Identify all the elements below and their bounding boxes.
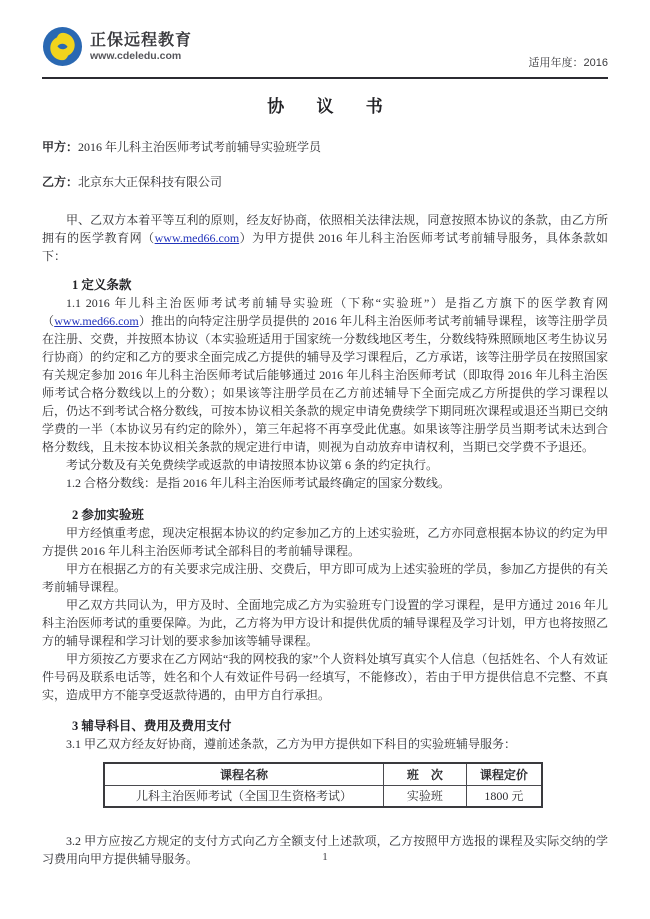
party-a-row (42, 138, 608, 156)
party-a-label: 甲方： (42, 140, 79, 154)
intro-text-after: ）为甲方提供 2016 年儿科主治医师考试考前辅导服务，具体条款如下： (42, 231, 608, 263)
brand-url: www.cdeledu.com (90, 49, 182, 62)
document-header (42, 0, 608, 75)
clause-2-paragraph-1: 甲方经慎重考虑，现决定根据本协议的约定参加乙方的上述实验班，乙方亦同意根据本协议的约定为甲方提供 2016 年儿科主治医师考试全部科目的考前辅导课程。 (42, 526, 608, 558)
brand-block (42, 26, 608, 67)
page-number: 1 (322, 851, 328, 863)
clause-3-2: 3.2 甲方应按乙方规定的支付方式向乙方全额支付上述款项，乙方按照甲方选报的课程及实际交纳的学习费用向甲方提供辅导服务。 (42, 834, 608, 866)
class-type-cell: 实验班 (384, 785, 467, 807)
party-b-label: 乙方： (42, 175, 79, 189)
course-table (103, 762, 543, 808)
section-2-heading: 2 参加实验班 (72, 508, 144, 522)
course-name-cell: 儿科主治医师考试（全国卫生资格考试） (104, 785, 384, 807)
intro-text-before: 甲、乙双方本着平等互利的原则，经友好协商，依照相关法律法规，同意按照本协议的条款，由乙方所拥有的医学教育网（ (42, 213, 608, 245)
clause-3-1: 3.1 甲乙双方经友好协商，遵前述条款，乙方为甲方提供如下科目的实验班辅导服务： (66, 737, 517, 751)
doc-title: 协 议 书 (267, 97, 397, 116)
clause-2-paragraph-2: 甲方在根据乙方的有关要求完成注册、交费后，甲方即可成为上述实验班的学员，参加乙方提供的有关考前辅导课程。 (42, 562, 608, 594)
course-table-row (104, 785, 542, 807)
party-b-value: 北京东大正保科技有限公司 (78, 175, 223, 189)
clause-2-paragraph-4: 甲方须按乙方要求在乙方网站“我的网校我的家”个人资料处填写真实个人信息（包括姓名、个人有效证件号码及联系电话等，姓名和个人有效证件号码一经填写，不能修改），若由于甲方提供信息不完整、不真实，造成甲方不能享受返款待遇的，由甲方自行承担。 (42, 652, 608, 702)
med66-link[interactable]: www.med66.com (154, 231, 240, 245)
party-b-row (42, 173, 608, 191)
party-a-value: 2016 年儿科主治医师考试考前辅导实验班学员 (78, 140, 322, 154)
course-price-cell: 1800 元 (466, 785, 542, 807)
header-rule (42, 77, 608, 79)
table-header-class-type: 班 次 (384, 763, 467, 785)
course-table-header-row (104, 763, 542, 785)
section-3-heading: 3 辅导科目、费用及费用支付 (72, 719, 232, 733)
intro-paragraph (42, 211, 608, 265)
zhengbao-swirl-logo-icon (42, 26, 83, 67)
clause-2-paragraph-3: 甲乙双方共同认为，甲方及时、全面地完成乙方为实验班专门设置的学习课程，是甲方通过 2016 年儿科主治医师考试的重要保障。为此，乙方将为甲方设计和提供优质的辅导课程及学习计划，甲方也将按照乙方的辅导课程和学习计划的要求参加该等辅导课程。 (42, 598, 608, 648)
table-header-course-name: 课程名称 (104, 763, 384, 785)
clause-1-1-after: ）推出的向特定注册学员提供的 2016 年儿科主治医师考试考前辅导课程，该等注册学员在注册、交费，并按照本协议（本实验班适用于国家统一分数线地区考生，分数线特殊照顾地区考生协议另行协商）的约定和乙方的要求全面完成乙方提供的辅导及学习课程后，乙方承诺，该等注册学员在按照国家有关规定参加 2016 年儿科主治医师考试后能够通过 2016 年儿科主治医师考试（即取得 2016 年儿科主治医师考试合格分数线以上的分数）；如果该等注册学员在乙方前述辅导下全面完成乙方所提供的学习课程以后，仍达不到考试合格分数线，可按本协议相关条款的规定申请免费续学下期同班次课程或退还当期已交纳学费的一半（本协议另有约定的除外），第三年起将不再享受此优惠。如果该等注册学员当期考试未达到合格分数线，且未按本协议相关条款的规定进行申请，则视为自动放弃申请权利，当期已交学费不予退还。 (42, 314, 608, 454)
brand-name: 正保远程教育 (90, 31, 193, 49)
clause-1-2: 1.2 合格分数线：是指 2016 年儿科主治医师考试最终确定的国家分数线。 (66, 476, 451, 490)
table-header-course-price: 课程定价 (466, 763, 542, 785)
section-1-heading: 1 定义条款 (72, 278, 132, 292)
clause-1-1 (42, 294, 608, 456)
applicable-year-label: 适用年度：2016 (528, 57, 608, 69)
clause-1-1-before: 1.1 2016 年儿科主治医师考试考前辅导实验班（下称“实验班”）是指乙方旗下的医学教育网（ (42, 296, 608, 328)
brand-text (90, 31, 192, 63)
med66-link-2[interactable]: www.med66.com (54, 314, 139, 328)
clause-score-application: 考试分数及有关免费续学或返款的申请按照本协议第 6 条的约定执行。 (66, 458, 439, 472)
